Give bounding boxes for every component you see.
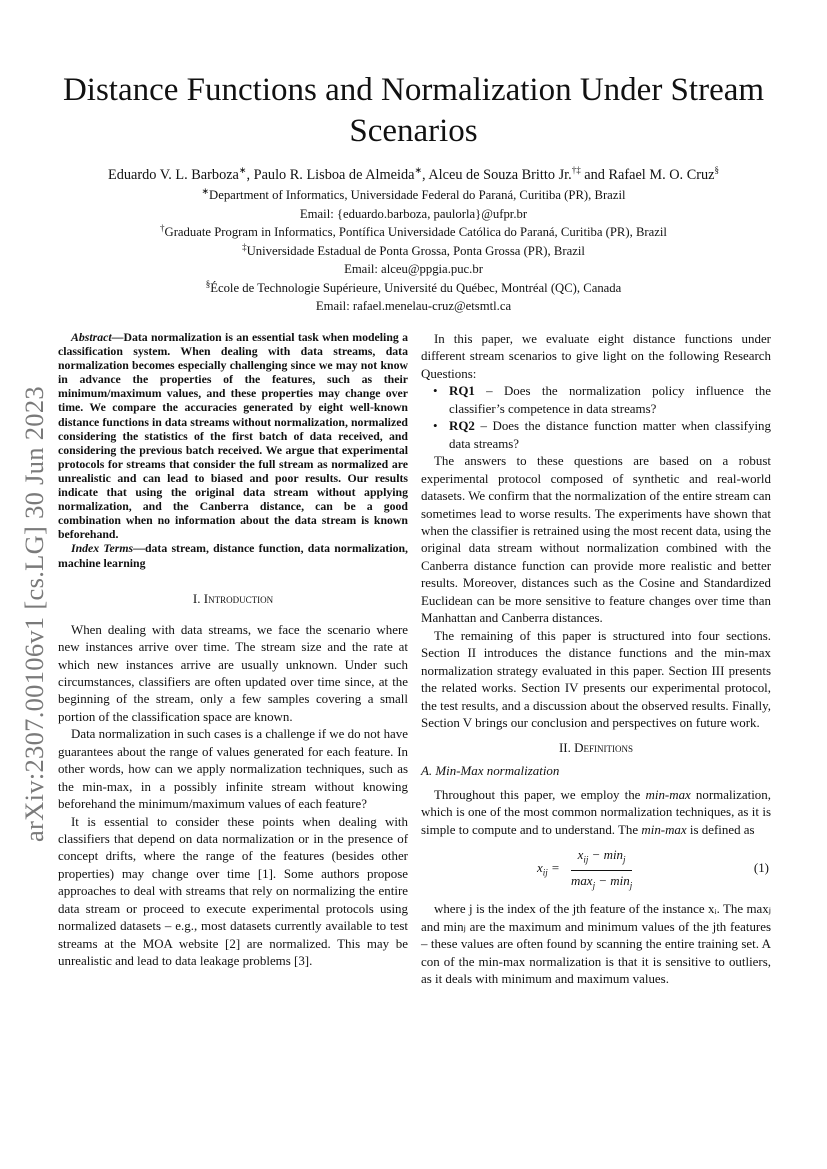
- text-run: min-max: [645, 786, 691, 802]
- affiliation-mark: ∗: [238, 165, 247, 176]
- paper-title: Distance Functions and Normalization Under Stream Scenarios: [62, 72, 765, 149]
- affiliation-line: [40, 186, 787, 205]
- author-name: , Alceu de Souza Britto Jr.: [421, 167, 572, 183]
- text-run: Throughout this paper, we employ the: [434, 786, 646, 802]
- research-questions-list: [421, 382, 771, 452]
- eq-symbol: x: [577, 847, 584, 863]
- right-column: [421, 330, 771, 988]
- abstract-label: Abstract: [71, 330, 112, 344]
- equation-fraction: [571, 846, 632, 895]
- affiliation-line: [40, 223, 787, 242]
- equation-numerator: [571, 846, 632, 871]
- body-paragraph-5: where j is the index of the jth feature of the instance xᵢ. The maxⱼ and minⱼ are the maximum and minimum values of the jth features – these values are often found by scanning the entire training set. A con of the min-max normalization is that it is sensitive to outliers, as it deals with minimum and maximum values.: [421, 901, 771, 987]
- body-paragraph-2: The answers to these questions are based on a robust experimental protocol composed of synthetic and real-world datasets. We confirm that the normalization of the entire stream can sometimes lead to worse results. The experiments have shown that when the classifier is retrained using the most recent data, using the original data stream without normalization combined with the Canberra distance function can provide more realistic and better results. Moreover, distances such as the Cosine and Standardized Euclidean can be more sensitive to feature changes over time than Manhattan and Canberra distances.: [421, 453, 771, 626]
- rq-label: RQ2: [449, 418, 475, 434]
- subsection-heading: A. Min-Max normalization: [421, 763, 560, 779]
- affiliation-block: [40, 186, 787, 316]
- affiliation-text: Universidade Estadual de Ponta Grossa, Ponta Grossa (PR), Brazil: [246, 243, 585, 258]
- equation-number: (1): [753, 860, 769, 876]
- affiliation-mark: §: [205, 278, 211, 289]
- text-run: is defined as: [686, 821, 755, 837]
- body-paragraph-3: The remaining of this paper is structured into four sections. Section II introduces the distance functions and the min-max normalization strategy evaluated in this paper. Section III presents the related works. Section IV presents our experimental protocol, the test results, and a discussion about the observed results. Finally, Section V brings our conclusion and perspectives on future work.: [421, 627, 771, 730]
- affiliation-mark: ∗: [201, 185, 210, 196]
- affiliation-text: Department of Informatics, Universidade Federal do Paraná, Curitiba (PR), Brazil: [209, 188, 626, 202]
- affiliation-mark: §: [714, 165, 719, 176]
- author-list: [40, 166, 787, 184]
- eq-subscript: ij: [583, 854, 589, 865]
- email-line: Email: {eduardo.barboza, paulorla}@ufpr.br: [299, 206, 528, 221]
- rq-text: – Does the distance function matter when classifying data streams?: [449, 418, 771, 451]
- affiliation-line: [40, 242, 787, 261]
- abstract-text: —Data normalization is an essential task when modeling a classification system. When dealing with data streams, data normalization becomes especially challenging since we may not know in advance the properties of the features, such as their minimum/maximum values, and these properties may change over time. We compare the accuracies generated by eight well-known distance functions in data streams without normalization, normalized considering the statistics of the first batch of data received, and considering the previous batch received. We argue that experimental protocols for streams that consider the full stream as normalized are unrealistic and can lead to biased and poor results. Our results indicate that using the original data stream without applying normalization, and the Canberra distance, can be a good combination when no information about the data stream is known beforehand.: [58, 330, 408, 542]
- arxiv-identifier: arXiv:2307.00106v1 [cs.LG] 30 Jun 2023: [19, 386, 49, 842]
- affiliation-mark: †‡: [571, 165, 581, 176]
- eq-symbol: x: [537, 860, 543, 876]
- index-terms-label: Index Terms: [71, 541, 134, 556]
- section-heading-definitions: II. Definitions: [558, 740, 634, 756]
- index-terms: [58, 541, 408, 569]
- author-name: Eduardo V. L. Barboza: [108, 167, 239, 183]
- intro-paragraph-2: Data normalization in such cases is a challenge if we do not have guarantees about the range of values generated for each feature. In other words, how can we apply normalization techniques, such as the min-max, in a possibly infinite stream without knowing beforehand the minimum/maximum values of each feature?: [58, 726, 408, 812]
- index-terms-text: —data stream, distance function, data normalization, machine learning: [58, 541, 409, 570]
- body-paragraph-4: [421, 786, 771, 838]
- section-heading-introduction: I. Introduction: [192, 590, 274, 606]
- intro-paragraph-3: It is essential to consider these points when dealing with classifiers that depend on data normalization or in the presence of concept drifts, where the range of the features (besides other properties) may change over time [1]. Some authors propose approaches to deal with streams that rely on normalizing the entire data stream or proceed to execute experimental protocols using normalized datasets – e.g., most datasets currently available to test streams at the MOA website [2] are normalized. This may be unrealistic and lead to data leakage problems [3].: [58, 813, 408, 969]
- affiliation-mark: ‡: [242, 241, 247, 252]
- equation-1: [421, 844, 771, 896]
- affiliation-text: École de Technologie Supérieure, Université du Québec, Montréal (QC), Canada: [210, 280, 622, 295]
- author-name: and Rafael M. O. Cruz: [580, 167, 715, 183]
- affiliation-mark: ∗: [414, 165, 422, 176]
- equation-lhs: $x_{ij}$ =: [537, 860, 560, 878]
- eq-subscript: j: [592, 880, 596, 891]
- affiliation-text: Graduate Program in Informatics, Pontífica Universidade Católica do Paraná, Curitiba (PR), Brazil: [164, 225, 667, 239]
- list-item: [449, 417, 771, 452]
- eq-subscript: j: [629, 880, 633, 891]
- email-line: Email: alceu@ppgia.puc.br: [344, 262, 483, 276]
- eq-symbol: max: [571, 873, 593, 889]
- equation-denominator: [571, 871, 632, 895]
- body-paragraph-1: In this paper, we evaluate eight distance functions under different stream scenarios to give light on the following Research Questions:: [421, 331, 771, 381]
- eq-subscript: ij: [542, 867, 548, 878]
- text-run: min-max: [641, 821, 687, 837]
- rq-label: RQ1: [449, 383, 475, 399]
- eq-symbol: − min: [588, 847, 624, 863]
- affiliation-line: [40, 279, 787, 298]
- rq-text: – Does the normalization policy influence the classifier’s competence in data streams?: [449, 383, 771, 416]
- list-item: [449, 382, 771, 417]
- abstract: [58, 330, 408, 541]
- eq-subscript: j: [623, 854, 626, 865]
- email-line: Email: rafael.menelau-cruz@etsmtl.ca: [315, 299, 512, 313]
- text-run: normalization, which is one of the most common normalization techniques, as it is simple to compute and to understand. The: [421, 786, 771, 837]
- intro-paragraph-1: When dealing with data streams, we face the scenario where new instances arrive over time. The stream size and the rate at which new instances arrive are usually unknown. Under such circumstances, classifiers are often updated over time since, at the beginning of the stream, only a few samples covering a small portion of the classification space are known.: [58, 621, 408, 724]
- left-column: [58, 330, 408, 970]
- author-name: , Paulo R. Lisboa de Almeida: [246, 167, 415, 183]
- affiliation-mark: †: [160, 222, 165, 233]
- eq-symbol: − min: [595, 873, 630, 889]
